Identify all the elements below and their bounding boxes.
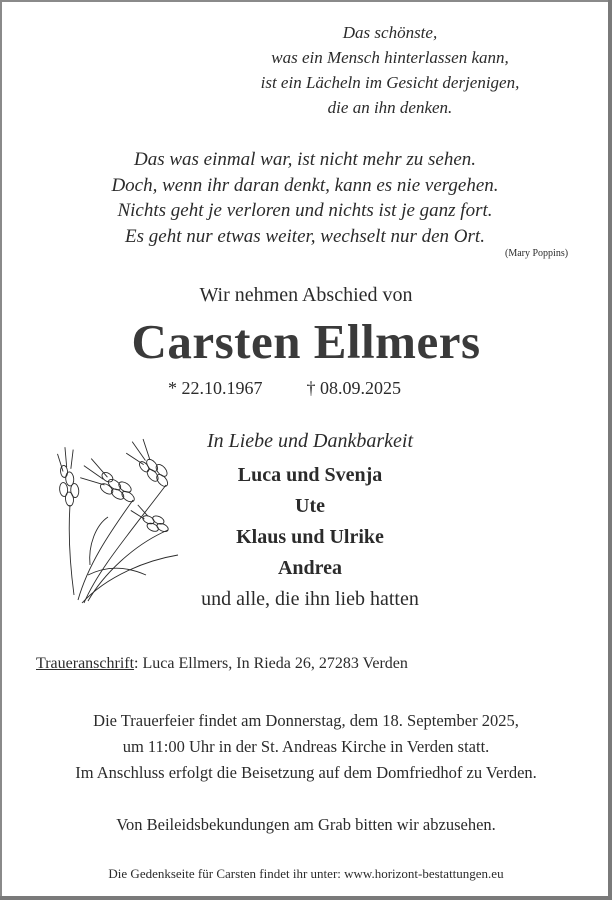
ceremony-line: um 11:00 Uhr in der St. Andreas Kirche in Verden statt. xyxy=(122,737,490,756)
farewell-intro: Wir nehmen Abschied von xyxy=(199,284,413,306)
ceremony-line: Im Anschluss erfolgt die Beisetzung auf dem Domfriedhof zu Verden. xyxy=(75,763,537,782)
mourners-closing: und alle, die ihn lieb hatten xyxy=(201,588,419,610)
quote-line: ist ein Lächeln im Gesicht derjenigen, xyxy=(260,73,520,92)
quote-line: die an ihn denken. xyxy=(327,98,453,117)
mourners-list xyxy=(120,460,500,615)
address-label: Traueranschrift xyxy=(36,655,135,672)
poem-line: Es geht nur etwas weiter, wechselt nur den Ort. xyxy=(125,225,485,247)
condolence-note: Von Beileidsbekundungen am Grab bitten wir abzusehen. xyxy=(116,815,496,834)
poem-quote xyxy=(40,147,570,249)
death-date: † 08.09.2025 xyxy=(306,378,401,398)
mourner-name: Luca und Svenja xyxy=(237,464,383,486)
page-shadow-bottom xyxy=(0,896,612,900)
mourning-address xyxy=(36,655,408,673)
quote-credit: (Mary Poppins) xyxy=(505,248,569,259)
quote-line: was ein Mensch hinterlassen kann, xyxy=(271,48,509,67)
quote-line: Das schönste, xyxy=(342,23,438,42)
mourner-name: Klaus und Ulrike xyxy=(236,526,384,548)
life-dates xyxy=(168,378,468,399)
address-value: : Luca Ellmers, In Rieda 26, 27283 Verden xyxy=(134,655,408,672)
poem-line: Das was einmal war, ist nicht mehr zu sehen. xyxy=(134,149,476,170)
mourner-name: Ute xyxy=(295,495,325,517)
deceased-name: Carsten Ellmers xyxy=(131,314,481,369)
memorial-website: Die Gedenkseite für Carsten findet ihr unter: www.horizont-bestattungen.eu xyxy=(108,866,504,881)
mourner-name: Andrea xyxy=(277,557,343,579)
dedication-heading: In Liebe und Dankbarkeit xyxy=(206,430,414,452)
ceremony-line: Die Trauerfeier findet am Donnerstag, dem 18. September 2025, xyxy=(93,711,519,730)
ceremony-info xyxy=(0,708,612,786)
poem-line: Nichts geht je verloren und nichts ist je ganz fort. xyxy=(117,200,493,221)
birth-date: * 22.10.1967 xyxy=(168,378,263,398)
opening-quote xyxy=(200,20,580,120)
poem-line: Doch, wenn ihr daran denkt, kann es nie vergehen. xyxy=(111,174,499,196)
